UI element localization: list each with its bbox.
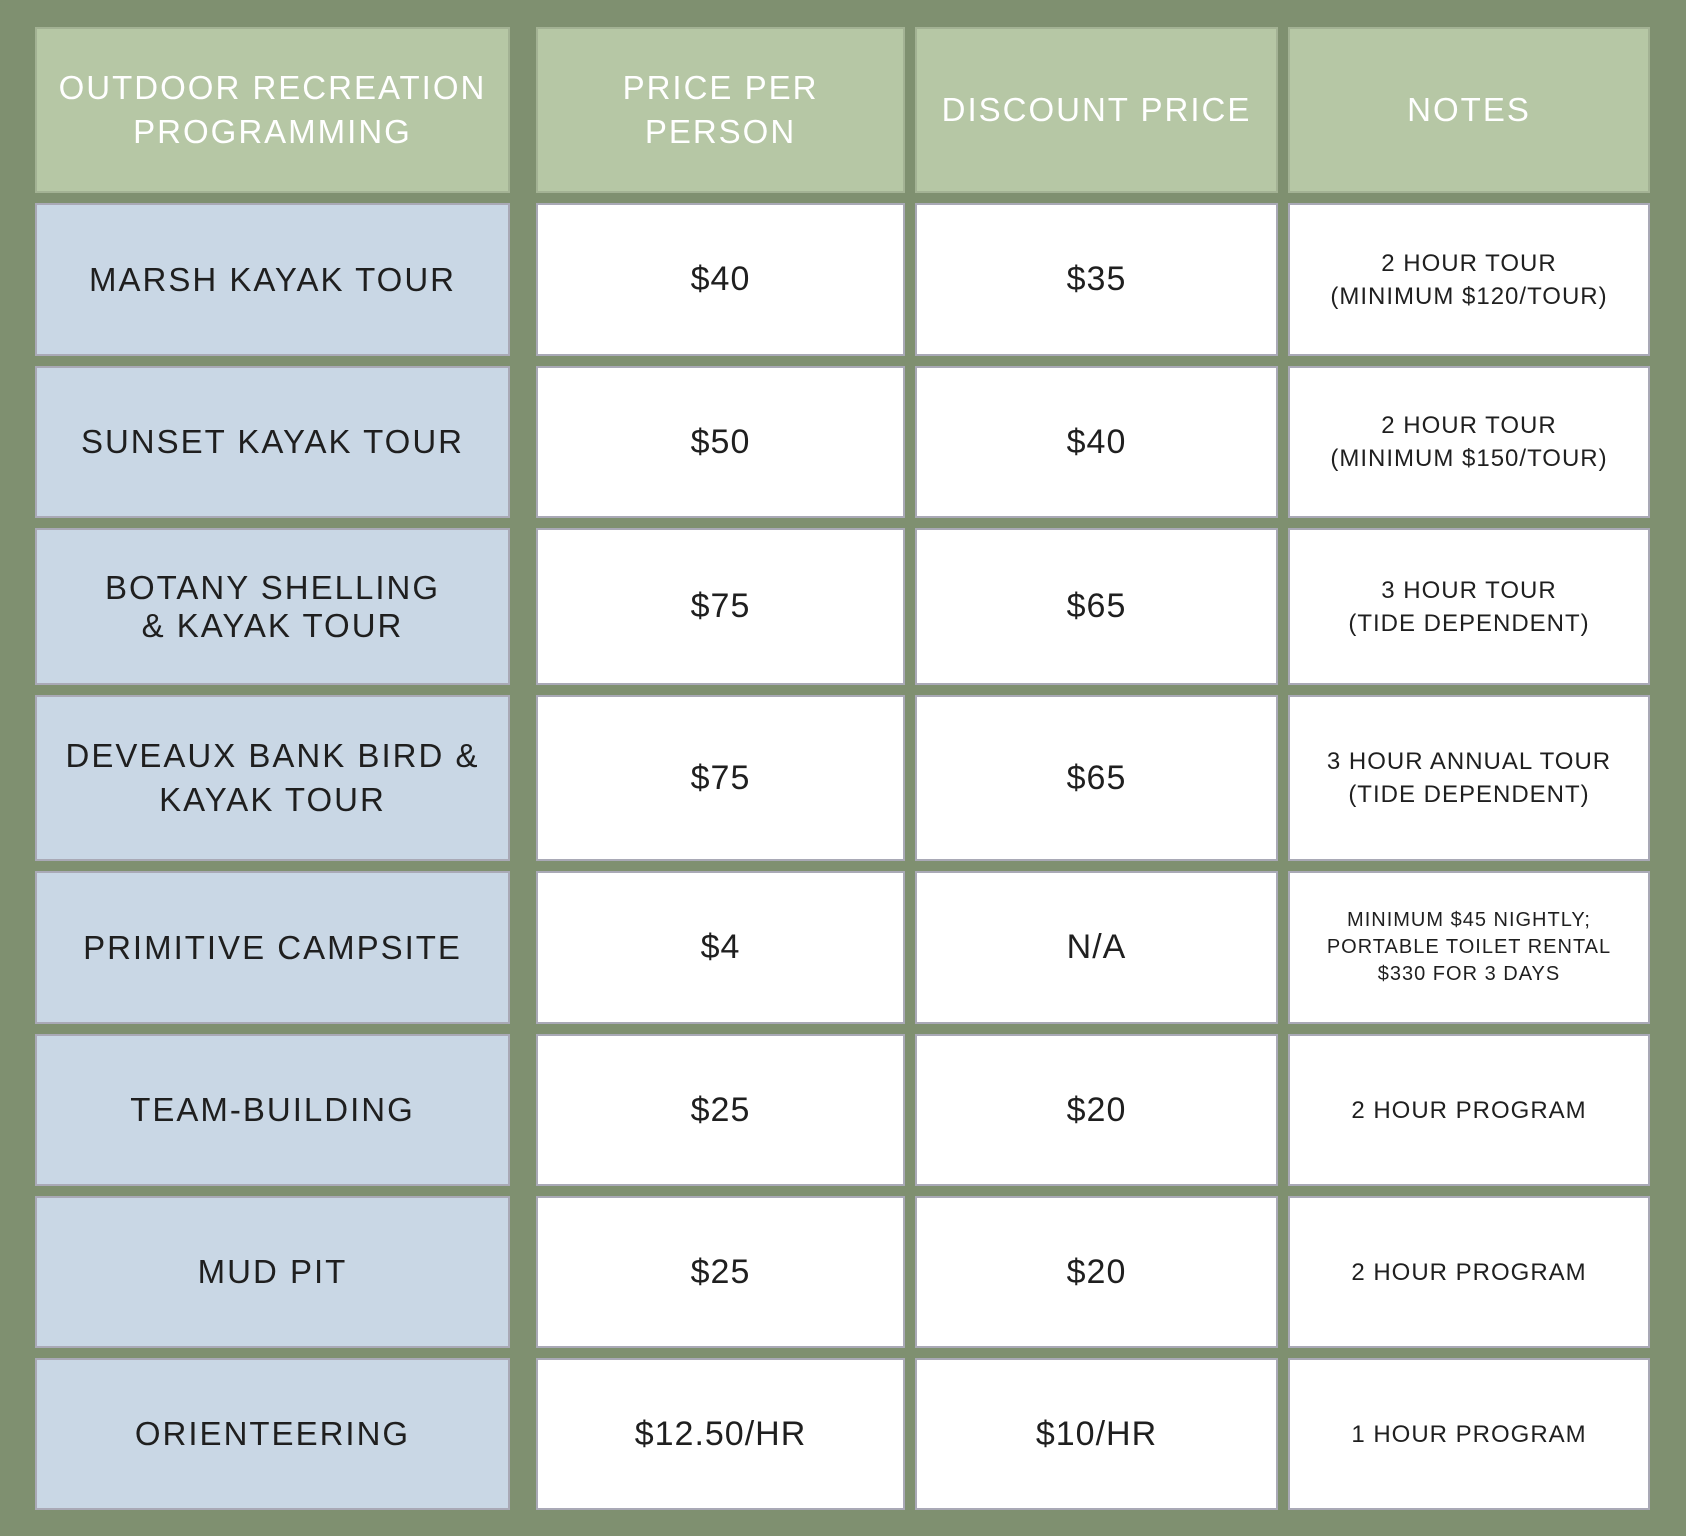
discount-price: $65 [915,528,1278,685]
discount-price: $40 [915,366,1278,518]
program-name: BOTANY SHELLING & KAYAK TOUR [35,528,510,685]
program-name: SUNSET KAYAK TOUR [35,366,510,518]
discount-price: $65 [915,695,1278,861]
discount-price: $10/HR [915,1358,1278,1510]
notes: 2 HOUR PROGRAM [1288,1034,1650,1186]
discount-price: N/A [915,871,1278,1024]
discount-price: $20 [915,1196,1278,1348]
header-price-per-person: PRICE PER PERSON [536,27,905,193]
header-discount-price: DISCOUNT PRICE [915,27,1278,193]
price-per-person: $12.50/HR [536,1358,905,1510]
notes: MINIMUM $45 NIGHTLY; PORTABLE TOILET RENTAL $330 FOR 3 DAYS [1288,871,1650,1024]
notes: 1 HOUR PROGRAM [1288,1358,1650,1510]
price-per-person: $25 [536,1034,905,1186]
program-name: PRIMITIVE CAMPSITE [35,871,510,1024]
program-name: DEVEAUX BANK BIRD & KAYAK TOUR [35,695,510,861]
program-name: ORIENTEERING [35,1358,510,1510]
discount-price: $35 [915,203,1278,356]
program-name: MUD PIT [35,1196,510,1348]
program-name: TEAM-BUILDING [35,1034,510,1186]
notes: 2 HOUR TOUR (MINIMUM $120/TOUR) [1288,203,1650,356]
price-per-person: $75 [536,695,905,861]
notes: 2 HOUR TOUR (MINIMUM $150/TOUR) [1288,366,1650,518]
notes: 3 HOUR ANNUAL TOUR (TIDE DEPENDENT) [1288,695,1650,861]
price-per-person: $75 [536,528,905,685]
price-per-person: $4 [536,871,905,1024]
header-notes: NOTES [1288,27,1650,193]
notes: 3 HOUR TOUR (TIDE DEPENDENT) [1288,528,1650,685]
header-program: OUTDOOR RECREATION PROGRAMMING [35,27,510,193]
price-per-person: $50 [536,366,905,518]
notes: 2 HOUR PROGRAM [1288,1196,1650,1348]
program-name: MARSH KAYAK TOUR [35,203,510,356]
discount-price: $20 [915,1034,1278,1186]
price-per-person: $25 [536,1196,905,1348]
price-per-person: $40 [536,203,905,356]
